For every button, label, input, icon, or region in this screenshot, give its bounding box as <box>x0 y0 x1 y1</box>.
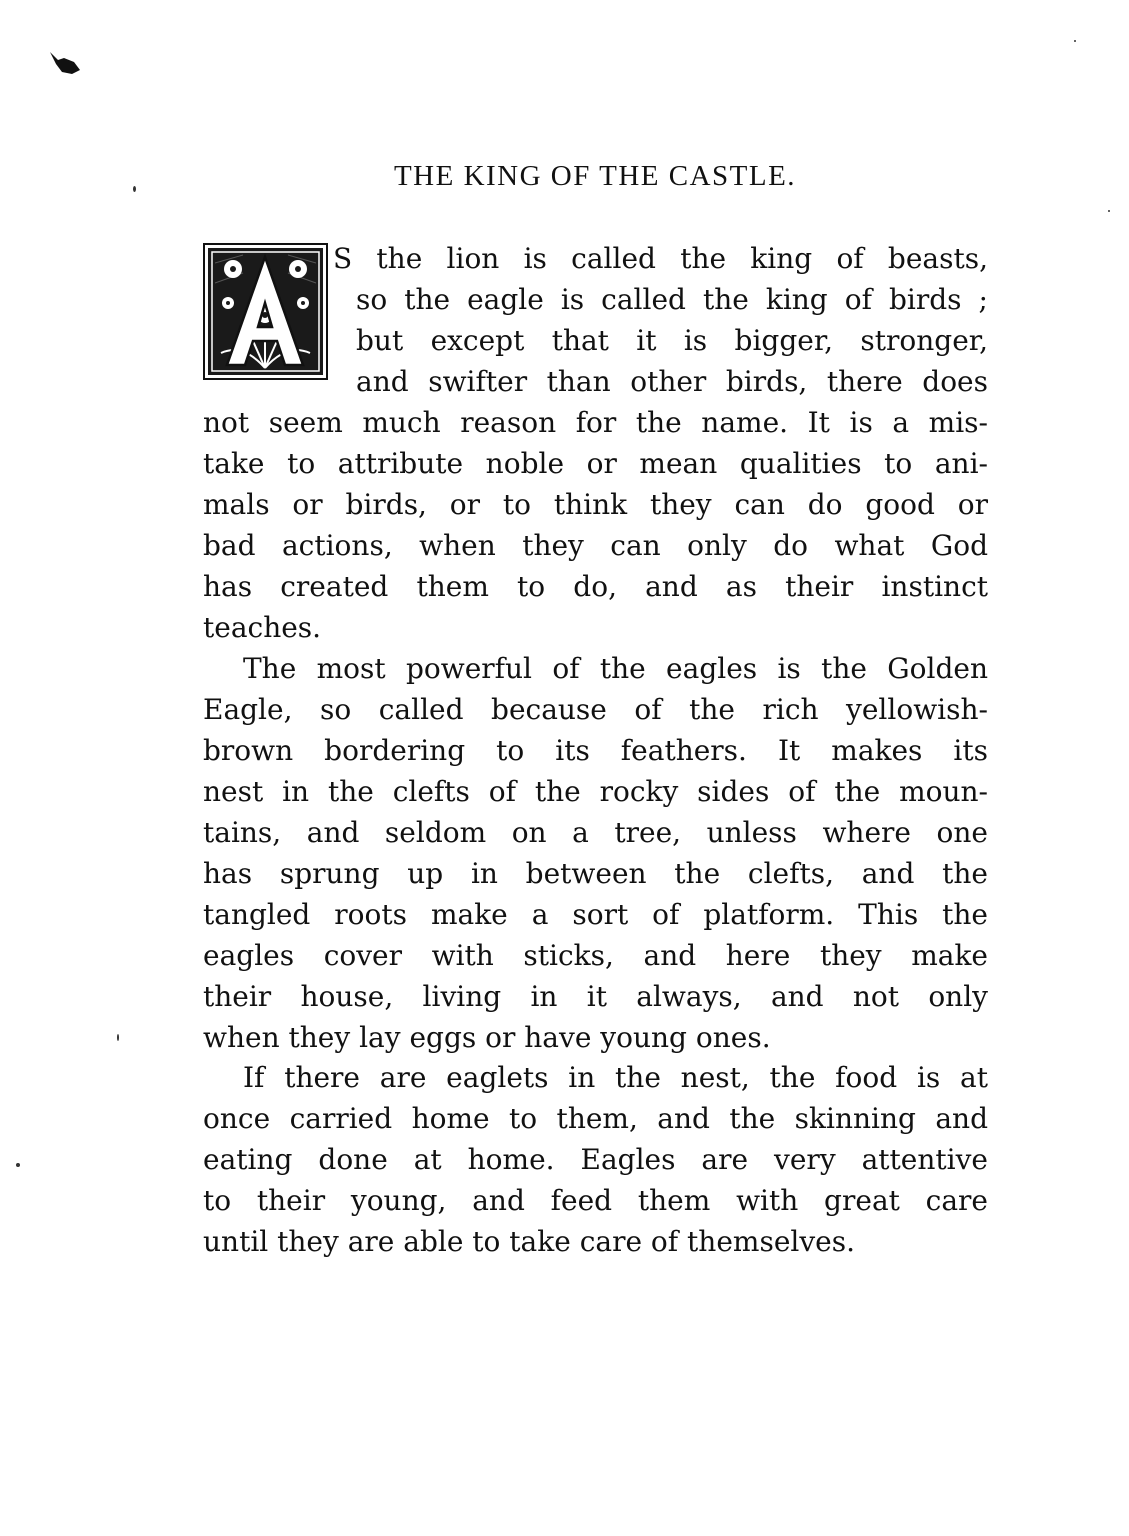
text-line: bad actions, when they can only do what God <box>203 529 988 562</box>
page-title: THE KING OF THE CASTLE. <box>393 160 797 192</box>
text-line: Eagle, so called because of the rich yellowish- <box>203 693 988 726</box>
drop-cap-letter: A <box>264 355 266 356</box>
speck <box>117 1034 119 1041</box>
speck <box>1074 40 1076 42</box>
text-line: tangled roots make a sort of platform. This the <box>203 898 988 931</box>
text-line: so the eagle is called the king of birds ; <box>356 283 988 316</box>
text-line: S the lion is called the king of beasts, <box>333 242 988 275</box>
text-line: nest in the clefts of the rocky sides of the moun- <box>203 775 988 808</box>
text-line: their house, living in it always, and not only <box>203 980 988 1013</box>
ink-blot <box>48 48 84 78</box>
text-line: has sprung up in between the clefts, and the <box>203 857 988 890</box>
text-line: take to attribute noble or mean qualities to ani- <box>203 447 988 480</box>
text-line: to their young, and feed them with great care <box>203 1184 988 1217</box>
text-line: and swifter than other birds, there does <box>356 365 988 398</box>
text-line: eating done at home. Eagles are very attentive <box>203 1143 988 1176</box>
drop-cap-initial <box>203 243 328 380</box>
text-line: but except that it is bigger, stronger, <box>356 324 988 357</box>
text-line: mals or birds, or to think they can do good or <box>203 488 988 521</box>
text-line: teaches. <box>203 611 322 644</box>
speck <box>16 1163 20 1167</box>
text-line: The most powerful of the eagles is the Golden <box>243 652 988 685</box>
text-line: If there are eaglets in the nest, the food is at <box>243 1061 988 1094</box>
speck <box>1108 210 1110 212</box>
text-line: has created them to do, and as their instinct <box>203 570 988 603</box>
text-line: when they lay eggs or have young ones. <box>203 1021 771 1054</box>
text-line: until they are able to take care of themselves. <box>203 1225 855 1258</box>
text-line: tains, and seldom on a tree, unless where one <box>203 816 988 849</box>
text-line: brown bordering to its feathers. It makes its <box>203 734 988 767</box>
text-line: once carried home to them, and the skinning and <box>203 1102 988 1135</box>
text-line: eagles cover with sticks, and here they make <box>203 939 988 972</box>
text-line: not seem much reason for the name. It is a mis- <box>203 406 988 439</box>
